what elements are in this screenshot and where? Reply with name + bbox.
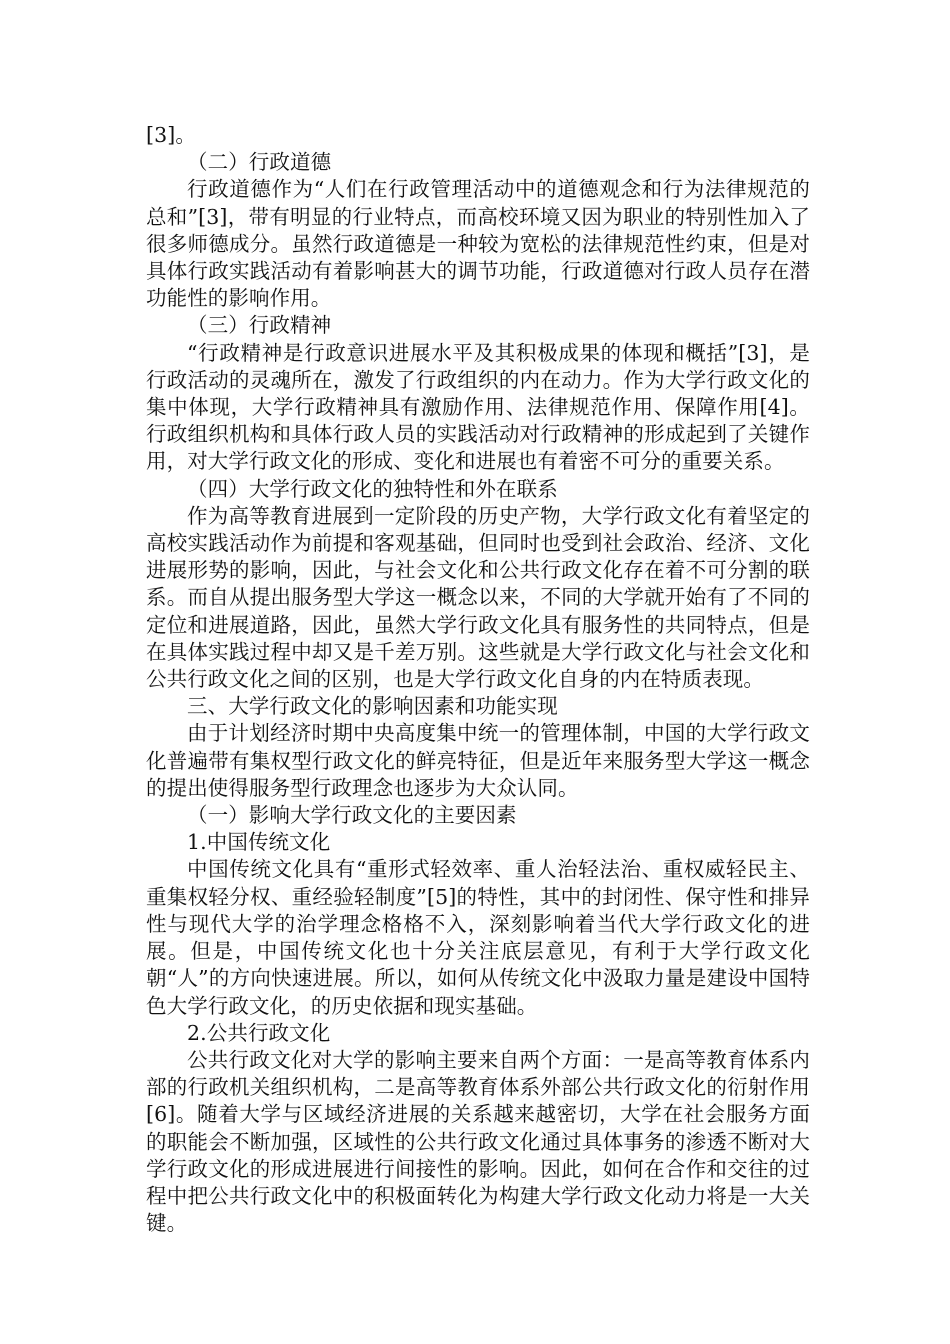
document-body	[146, 122, 810, 1237]
paragraph-influencing-factors-intro: 由于计划经济时期中央高度集中统一的管理体制，中国的大学行政文化普遍带有集权型行政文化的鲜亮特征，但是近年来服务型大学这一概念的提出使得服务型行政理念也逐步为大众认同。	[146, 721, 810, 800]
section-heading-administrative-spirit: （三）行政精神	[187, 313, 332, 338]
section-heading-uniqueness: （四）大学行政文化的独特性和外在联系	[187, 476, 558, 501]
section-heading-administrative-ethics: （二）行政道德	[187, 150, 332, 175]
paragraph-administrative-ethics: 行政道德作为“人们在行政管理活动中的道德观念和行为法律规范的总和”[3]，带有明显的行业特点，而高校环境又因为职业的特别性加入了很多师德成分。虽然行政道德是一种较为宽松的法律规范性约束，但是对具体行政实践活动有着影响甚大的调节功能，行政道德对行政人员存在潜功能性的影响作用。	[146, 177, 810, 311]
subsection-heading-main-factors: （一）影响大学行政文化的主要因素	[187, 803, 517, 828]
paragraph-continuation: [3]。	[146, 123, 196, 147]
item-heading-public-administration: 2.公共行政文化	[187, 1020, 331, 1045]
section-heading-influencing-factors: 三、大学行政文化的影响因素和功能实现	[187, 694, 558, 719]
item-heading-traditional-culture: 1.中国传统文化	[187, 830, 331, 855]
paragraph-uniqueness: 作为高等教育进展到一定阶段的历史产物，大学行政文化有着坚定的高校实践活动作为前提和客观基础，但同时也受到社会政治、经济、文化进展形势的影响，因此，与社会文化和公共行政文化存在着不可分割的联系。而自从提出服务型大学这一概念以来，不同的大学就开始有了不同的定位和进展道路，因此，虽然大学行政文化具有服务性的共同特点，但是在具体实践过程中却又是千差万别。这些就是大学行政文化与社会文化和公共行政文化之间的区别，也是大学行政文化自身的内在特质表现。	[146, 503, 810, 692]
paragraph-traditional-culture: 中国传统文化具有“重形式轻效率、重人治轻法治、重权威轻民主、重集权轻分权、重经验轻制度”[5]的特性，其中的封闭性、保守性和排异性与现代大学的治学理念格格不入，深刻影响着当代大学行政文化的进展。但是，中国传统文化也十分关注底层意见，有利于大学行政文化朝“人”的方向快速进展。所以，如何从传统文化中汲取力量是建设中国特色大学行政文化，的历史依据和现实基础。	[146, 857, 810, 1018]
paragraph-public-administration: 公共行政文化对大学的影响主要来自两个方面：一是高等教育体系内部的行政机关组织机构，二是高等教育体系外部公共行政文化的衍射作用[6]。随着大学与区域经济进展的关系越来越密切，大学在社会服务方面的职能会不断加强，区域性的公共行政文化通过具体事务的渗透不断对大学行政文化的形成进展进行间接性的影响。因此，如何在合作和交往的过程中把公共行政文化中的积极面转化为构建大学行政文化动力将是一大关键。	[146, 1047, 810, 1236]
paragraph-administrative-spirit: “行政精神是行政意识进展水平及其积极成果的体现和概括”[3]，是行政活动的灵魂所在，激发了行政组织的内在动力。作为大学行政文化的集中体现，大学行政精神具有激励作用、法律规范作用、保障作用[4]。行政组织机构和具体行政人员的实践活动对行政精神的形成起到了关键作用，对大学行政文化的形成、变化和进展也有着密不可分的重要关系。	[146, 340, 810, 474]
